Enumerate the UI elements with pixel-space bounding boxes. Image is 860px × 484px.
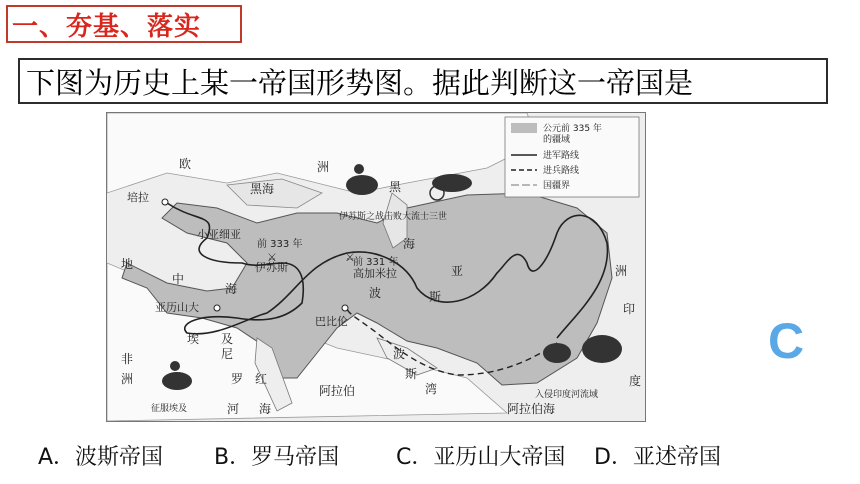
label-babylon: 巴比伦 [315, 315, 348, 328]
label-egypt-ni: 尼 [221, 347, 234, 361]
label-med-zhong: 中 [172, 272, 185, 286]
label-europe: 欧 [179, 157, 192, 171]
label-red-hong: 红 [255, 372, 268, 386]
label-red-hai: 海 [259, 402, 272, 416]
label-med-hai: 海 [225, 282, 238, 296]
option-c[interactable]: C．亚历山大帝国 [396, 445, 566, 470]
label-black-sea: 黑海 [250, 182, 275, 196]
battle-marker-issus: ⚔ [267, 251, 277, 264]
label-europe-zhou: 洲 [317, 160, 330, 174]
caption-invade-india: 入侵印度河流域 [535, 390, 599, 400]
label-arabian-sea: 阿拉伯海 [507, 402, 556, 416]
city-marker-babylon [342, 305, 348, 311]
section-heading-box [6, 5, 242, 43]
question-box [18, 58, 828, 104]
label-persia-bo: 波 [369, 286, 382, 300]
option-a[interactable]: A．波斯帝国 [38, 445, 164, 470]
label-gulf-wan: 湾 [425, 382, 438, 396]
map-legend [505, 117, 639, 197]
label-asia-minor: 小亚细亚 [197, 228, 241, 241]
label-gaugamela-year: 前 331 年 [353, 257, 399, 268]
label-asia-ya: 亚 [451, 264, 464, 278]
question-text: 下图为历史上某一帝国形势图。据此判断这一帝国是 [26, 65, 694, 100]
option-d[interactable]: D．亚述帝国 [594, 445, 721, 470]
label-egypt-he: 河 [227, 402, 240, 416]
label-gaugamela: 高加米拉 [353, 267, 397, 280]
egypt-rider-head [170, 361, 180, 371]
label-egypt-luo: 罗 [231, 372, 244, 386]
label-alexandria: 亚历山大 [155, 301, 199, 314]
caption-conquer-egypt: 征服埃及 [151, 404, 188, 414]
rider-head [354, 164, 364, 174]
legend-border-label: 国疆界 [543, 181, 571, 191]
egypt-rider-figure [162, 372, 192, 390]
horse-rider-figure [346, 175, 378, 195]
legend-year-line2: 的疆域 [543, 135, 571, 145]
label-caspian-hai: 海 [403, 237, 416, 251]
elephant-figure [582, 335, 622, 363]
label-africa-fei: 非 [121, 352, 134, 366]
label-caspian-hei: 黑 [389, 180, 402, 194]
label-india-du: 度 [629, 374, 642, 388]
label-persia-si: 斯 [429, 290, 442, 304]
label-pella: 培拉 [127, 191, 149, 204]
caption-battle-issus: 伊苏斯之战击败大流士三世 [339, 212, 448, 222]
label-india-yin: 印 [623, 302, 636, 316]
legend-territory-swatch [511, 123, 537, 133]
label-gulf-si: 斯 [405, 367, 418, 381]
label-africa-zhou: 洲 [121, 372, 134, 386]
label-egypt-ai: 埃 [187, 332, 200, 346]
label-issus: 伊苏斯 [255, 261, 288, 274]
legend-advance-label: 进军路线 [543, 151, 580, 161]
label-arabia: 阿拉伯 [319, 384, 356, 398]
city-marker-alexandria [214, 305, 220, 311]
label-med-di: 地 [121, 257, 134, 271]
battle-marker-gaugamela: ⚔ [345, 251, 355, 264]
label-gulf-bo: 波 [393, 347, 406, 361]
legend-troop-label: 进兵路线 [543, 166, 580, 176]
label-asia-zhou: 洲 [615, 264, 628, 278]
label-egypt-ji: 及 [221, 332, 234, 346]
answer-letter: C [768, 313, 805, 369]
legend-year-line1: 公元前 335 年 [543, 124, 602, 134]
empire-map [106, 112, 646, 422]
section-title: 一、夯基、落实 [12, 11, 202, 42]
chariot-figure [432, 174, 472, 192]
label-issus-year: 前 333 年 [257, 239, 303, 250]
india-rider-figure [543, 343, 571, 363]
city-marker-pella [162, 199, 168, 205]
option-b[interactable]: B．罗马帝国 [214, 445, 340, 470]
